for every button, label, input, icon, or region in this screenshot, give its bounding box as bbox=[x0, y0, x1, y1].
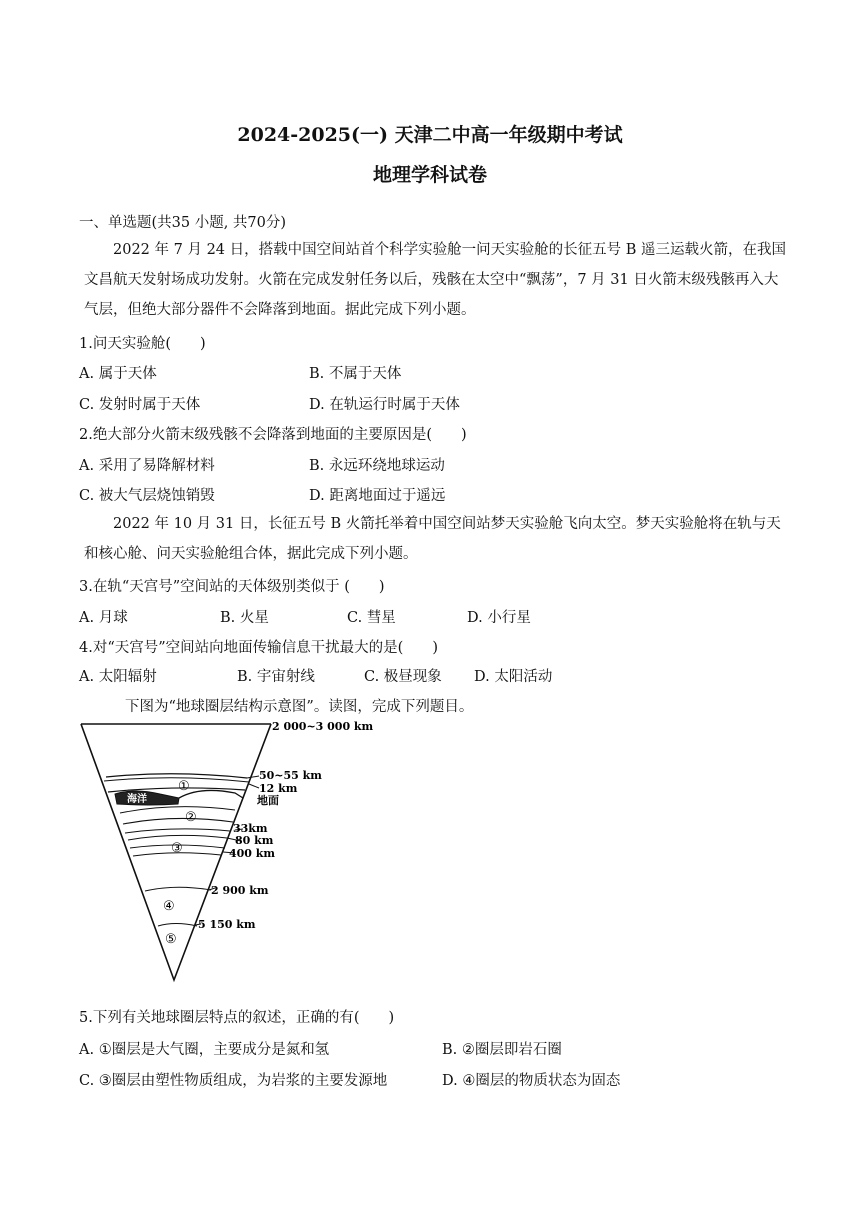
label-12km: 12 km bbox=[259, 782, 298, 795]
layer-2-label: ② bbox=[185, 810, 197, 825]
layer-1-label: ① bbox=[178, 779, 190, 794]
label-ocean: 海洋 bbox=[127, 794, 147, 805]
question-4-option-c: C. 极昼现象 bbox=[364, 669, 442, 685]
label-ground: 地面 bbox=[257, 794, 279, 807]
exam-subtitle: 地理学科试卷 bbox=[372, 164, 487, 186]
question-2-option-c: C. 被大气层烧蚀销毁 bbox=[79, 488, 215, 504]
exam-title: 2024-2025(一) 天津二中高一年级期中考试 bbox=[237, 124, 623, 146]
question-5-option-b: B. ②圈层即岩石圈 bbox=[442, 1042, 562, 1058]
question-1-option-b: B. 不属于天体 bbox=[309, 366, 402, 382]
passage-1: 2022 年 7 月 24 日，搭载中国空间站首个科学实验舱一问天实验舱的长征五号 B 遥三运载火箭，在我国文昌航天发射场成功发射。火箭在完成发射任务以后，残骸在太空中“飘荡”，7 月 31 日火箭末级残骸再入大气层，但绝大部分器件不会降落到地面。据此完成下列小题。 bbox=[84, 242, 786, 318]
question-5-option-d: D. ④圈层的物质状态为固态 bbox=[442, 1073, 621, 1089]
layer-5-label: ⑤ bbox=[165, 932, 177, 947]
question-1-option-a: A. 属于天体 bbox=[79, 366, 157, 382]
question-1-option-c: C. 发射时属于天体 bbox=[79, 397, 201, 413]
question-1-option-d: D. 在轨运行时属于天体 bbox=[309, 397, 460, 413]
label-5150km: 5 150 km bbox=[198, 918, 256, 931]
question-5-option-a: A. ①圈层是大气圈，主要成分是氮和氢 bbox=[79, 1042, 330, 1058]
question-4-option-a: A. 太阳辐射 bbox=[79, 669, 157, 685]
earth-sphere-diagram bbox=[75, 718, 375, 986]
passage-2: 2022 年 10 月 31 日，长征五号 B 火箭托举着中国空间站梦天实验舱飞向太空。梦天实验舱将在轨与天和核心舱、问天实验舱组合体，据此完成下列小题。 bbox=[84, 516, 781, 562]
question-2-option-a: A. 采用了易降解材料 bbox=[79, 458, 215, 474]
question-4-option-b: B. 宇宙射线 bbox=[237, 669, 315, 685]
question-5-stem: 5.下列有关地球圈层特点的叙述，正确的有( ) bbox=[79, 1010, 395, 1026]
label-80km: 80 km bbox=[235, 834, 274, 847]
question-3-option-b: B. 火星 bbox=[220, 610, 269, 626]
question-2-option-b: B. 永远环绕地球运动 bbox=[309, 458, 445, 474]
question-5-option-c: C. ③圈层由塑性物质组成，为岩浆的主要发源地 bbox=[79, 1073, 388, 1089]
question-3-option-d: D. 小行星 bbox=[467, 610, 531, 626]
label-400km: 400 km bbox=[229, 847, 276, 860]
label-2900km: 2 900 km bbox=[211, 884, 269, 897]
question-3-stem: 3.在轨“天宫号”空间站的天体级别类似于 ( ) bbox=[79, 579, 385, 595]
question-1-stem: 1.问天实验舱( ) bbox=[79, 336, 206, 352]
section-heading: 一、单选题(共35 小题, 共70分) bbox=[79, 215, 287, 231]
question-4-stem: 4.对“天宫号”空间站向地面传输信息干扰最大的是( ) bbox=[79, 640, 438, 656]
layer-3-label: ③ bbox=[171, 841, 183, 856]
label-top: 2 000~3 000 km bbox=[272, 720, 374, 733]
figure-intro: 下图为“地球圈层结构示意图”。读图，完成下列题目。 bbox=[125, 699, 474, 715]
question-3-option-c: C. 彗星 bbox=[347, 610, 396, 626]
question-2-stem: 2.绝大部分火箭末级残骸不会降落到地面的主要原因是( ) bbox=[79, 427, 467, 443]
label-33km: 33km bbox=[233, 822, 268, 835]
question-2-option-d: D. 距离地面过于遥远 bbox=[309, 488, 446, 504]
question-3-option-a: A. 月球 bbox=[79, 610, 128, 626]
question-4-option-d: D. 太阳活动 bbox=[474, 669, 553, 685]
layer-4-label: ④ bbox=[163, 899, 175, 914]
label-50-55km: 50~55 km bbox=[259, 769, 322, 782]
